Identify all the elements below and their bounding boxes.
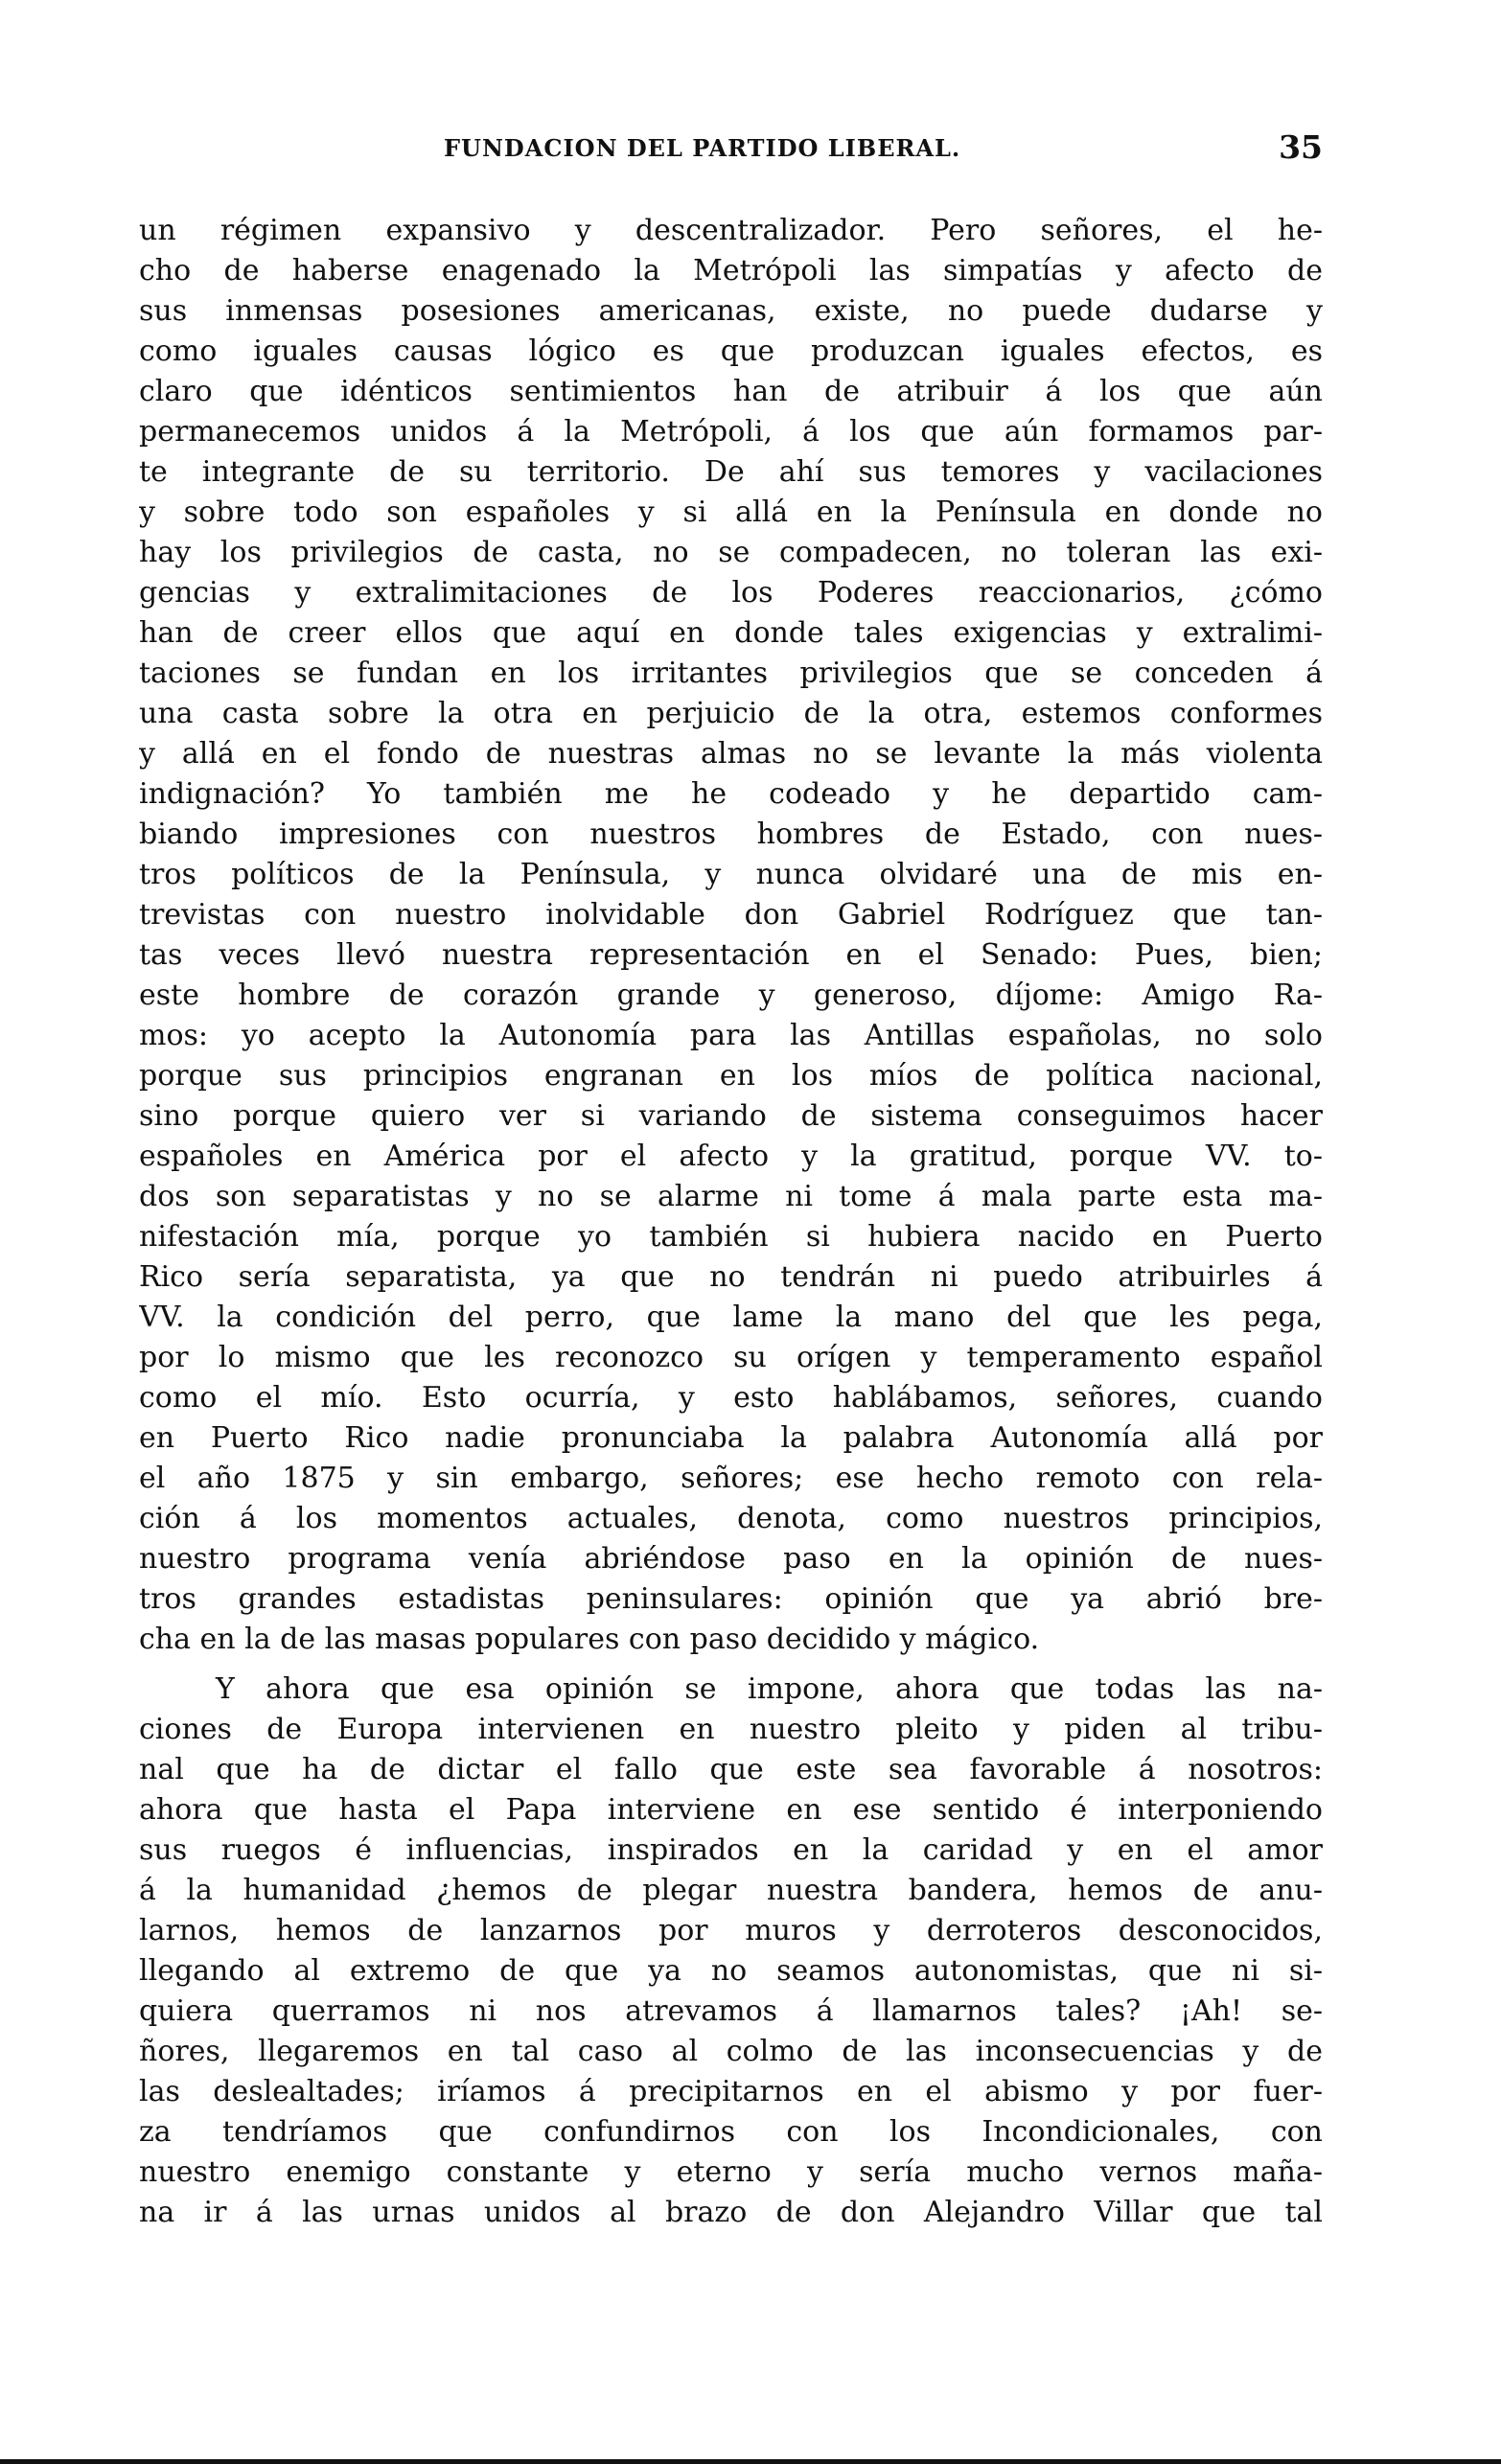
text-line: ñores, llegaremos en tal caso al colmo de las inconsecuencias y de [139,2035,1323,2068]
text-line: en Puerto Rico nadie pronunciaba la palabra Autonomía allá por [139,1421,1323,1455]
text-line: larnos, hemos de lanzarnos por muros y derroteros desconocidos, [139,1914,1323,1947]
text-line: este hombre de corazón grande y generoso, díjome: Amigo Ra- [139,979,1323,1012]
text-line: dos son separatistas y no se alarme ni tome á mala parte esta ma- [139,1180,1323,1213]
text-line: por lo mismo que les reconozco su orígen y temperamento español [139,1341,1323,1374]
text-line: nifestación mía, porque yo también si hubiera nacido en Puerto [139,1220,1323,1254]
text-line: ciones de Europa intervienen en nuestro pleito y piden al tribu- [139,1713,1323,1746]
text-line: nal que ha de dictar el fallo que este sea favorable á nosotros: [139,1753,1323,1786]
page-header [139,128,1323,176]
text-line: llegando al extremo de que ya no seamos autonomistas, que ni si- [139,1954,1323,1988]
text-line: gencias y extralimitaciones de los Poderes reaccionarios, ¿cómo [139,576,1323,610]
text-line: tros grandes estadistas peninsulares: opinión que ya abrió bre- [139,1582,1323,1616]
text-line: el año 1875 y sin embargo, señores; ese hecho remoto con rela- [139,1462,1323,1495]
text-line: sus ruegos é influencias, inspirados en la caridad y en el amor [139,1833,1323,1867]
page-number: 35 [1279,128,1323,166]
text-line: nuestro programa venía abriéndose paso en la opinión de nues- [139,1542,1323,1576]
text-line: hay los privilegios de casta, no se compadecen, no toleran las exi- [139,536,1323,569]
text-line: taciones se fundan en los irritantes privilegios que se conceden á [139,656,1323,690]
text-line: trevistas con nuestro inolvidable don Gabriel Rodríguez que tan- [139,898,1323,932]
text-line: un régimen expansivo y descentralizador. Pero señores, el he- [139,214,1323,247]
text-line: indignación? Yo también me he codeado y he departido cam- [139,777,1323,811]
text-line: sino porque quiero ver si variando de sistema conseguimos hacer [139,1099,1323,1133]
text-line: claro que idénticos sentimientos han de atribuir á los que aún [139,375,1323,408]
text-line: VV. la condición del perro, que lame la mano del que les pega, [139,1301,1323,1334]
text-line: cho de haberse enagenado la Metrópoli las simpatías y afecto de [139,254,1323,288]
text-line: porque sus principios engranan en los míos de política nacional, [139,1059,1323,1093]
text-line: nuestro enemigo constante y eterno y sería mucho vernos maña- [139,2155,1323,2189]
text-line: como iguales causas lógico es que produzcan iguales efectos, es [139,334,1323,368]
text-line: como el mío. Esto ocurría, y esto hablábamos, señores, cuando [139,1381,1323,1415]
text-line: te integrante de su territorio. De ahí sus temores y vacilaciones [139,455,1323,489]
text-line: á la humanidad ¿hemos de plegar nuestra bandera, hemos de anu- [139,1874,1323,1907]
running-title: FUNDACION DEL PARTIDO LIBERAL. [444,134,961,162]
text-line: y sobre todo son españoles y si allá en la Península en donde no [139,495,1323,529]
text-line: cha en la de las masas populares con paso decidido y mágico. [139,1623,1040,1656]
text-line: tros políticos de la Península, y nunca olvidaré una de mis en- [139,858,1323,891]
text-line: han de creer ellos que aquí en donde tales exigencias y extralimi- [139,616,1323,650]
text-line: y allá en el fondo de nuestras almas no se levante la más violenta [139,737,1323,771]
text-line: Y ahora que esa opinión se impone, ahora que todas las na- [216,1672,1323,1706]
text-line: mos: yo acepto la Autonomía para las Antillas españolas, no solo [139,1019,1323,1052]
body-text [139,211,1323,2233]
page-bottom-border [0,2459,1501,2464]
text-line: biando impresiones con nuestros hombres de Estado, con nues- [139,817,1323,851]
text-line: españoles en América por el afecto y la gratitud, porque VV. to- [139,1140,1323,1173]
text-line: za tendríamos que confundirnos con los Incondicionales, con [139,2115,1323,2149]
text-line: las deslealtades; iríamos á precipitarnos en el abismo y por fuer- [139,2075,1323,2108]
text-line: sus inmensas posesiones americanas, existe, no puede dudarse y [139,294,1323,328]
text-line: na ir á las urnas unidos al brazo de don Alejandro Villar que tal [139,2196,1323,2229]
text-line: tas veces llevó nuestra representación en el Senado: Pues, bien; [139,938,1323,972]
text-line: quiera querramos ni nos atrevamos á llamarnos tales? ¡Ah! se- [139,1994,1323,2028]
text-line: Rico sería separatista, ya que no tendrán ni puedo atribuirles á [139,1260,1323,1294]
text-line: ahora que hasta el Papa interviene en ese sentido é interponiendo [139,1793,1323,1827]
text-line: ción á los momentos actuales, denota, como nuestros principios, [139,1502,1323,1535]
text-line: permanecemos unidos á la Metrópoli, á los que aún formamos par- [139,415,1323,449]
text-line: una casta sobre la otra en perjuicio de la otra, estemos conformes [139,697,1323,730]
